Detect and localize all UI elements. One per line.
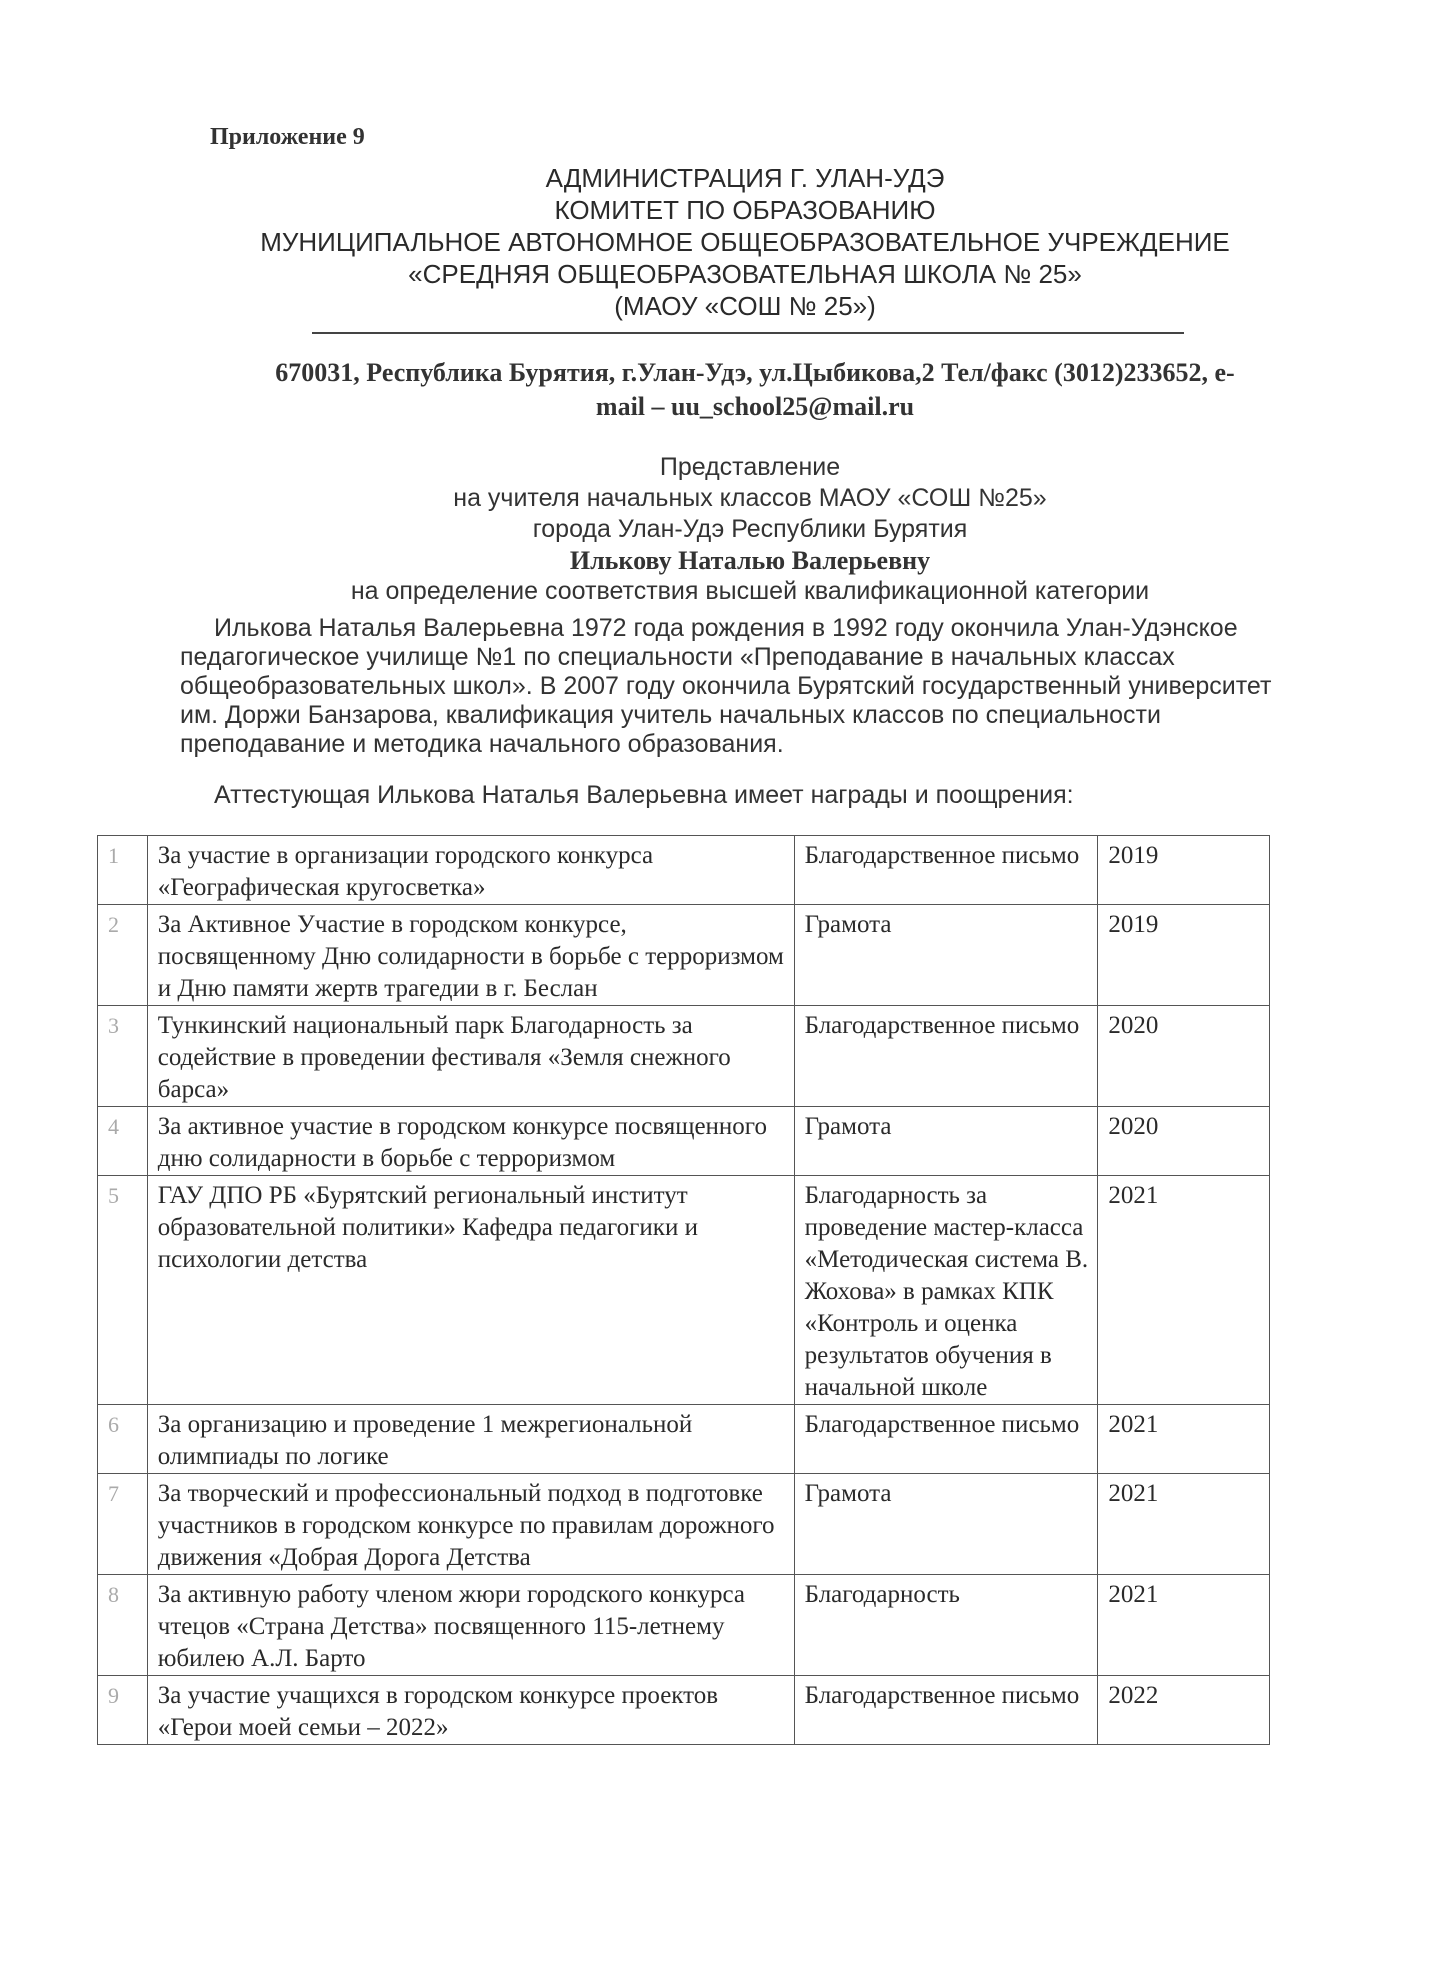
title-line: Представление [659,453,841,481]
award-description: Тункинский национальный парк Благодарность за содействие в проведении фестиваля «Земля снежного барса» [147,1006,794,1107]
awards-table [97,835,1270,1745]
award-year: 2019 [1098,836,1270,905]
award-description: За участие в организации городского конкурса «Географическая кругосветка» [147,836,794,905]
org-line: КОМИТЕТ ПО ОБРАЗОВАНИЮ [554,195,936,225]
school-address [225,356,1285,424]
title-line: на определение соответствия высшей квалификационной категории [350,577,1150,605]
awards-intro: Аттестующая Илькова Наталья Валерьевна имеет награды и поощрения: [214,781,1074,809]
bio-line: общеобразовательных школ». В 2007 году окончила Бурятский государственный университет [180,672,1272,700]
award-row [98,905,1270,1006]
award-description: За Активное Участие в городском конкурсе, посвященному Дню солидарности в борьбе с терроризмом и Дню памяти жертв трагедии в г. Беслан [147,905,794,1006]
award-row [98,1176,1270,1405]
award-description: ГАУ ДПО РБ «Бурятский региональный институт образовательной политики» Кафедра педагогики и психологии детства [147,1176,794,1405]
award-row [98,1474,1270,1575]
bio-line: педагогическое училище №1 по специальности «Преподавание в начальных классах [180,643,1175,671]
award-row [98,1676,1270,1745]
award-description: За участие учащихся в городском конкурсе проектов «Герои моей семьи – 2022» [147,1676,794,1745]
organization-header [0,162,1429,322]
title-line: на учителя начальных классов МАОУ «СОШ №25» [453,484,1047,512]
award-year: 2021 [1098,1575,1270,1676]
award-number: 7 [98,1474,148,1575]
award-type: Благодарность за проведение мастер-класса «Методическая система В. Жохова» в рамках КПК «Контроль и оценка результатов обучения в начальной школе [794,1176,1098,1405]
award-number: 1 [98,836,148,905]
document-title [0,452,1429,607]
awards-table-body [98,836,1270,1745]
award-description: За творческий и профессиональный подход в подготовке участников в городском конкурсе по правилам дорожного движения «Добрая Дорога Детства [147,1474,794,1575]
award-year: 2021 [1098,1405,1270,1474]
award-number: 5 [98,1176,148,1405]
org-line: (МАОУ «СОШ № 25») [614,291,876,321]
award-number: 9 [98,1676,148,1745]
award-description: За организацию и проведение 1 межрегиональной олимпиады по логике [147,1405,794,1474]
award-year: 2019 [1098,905,1270,1006]
award-type: Благодарственное письмо [794,1006,1098,1107]
award-number: 4 [98,1107,148,1176]
award-year: 2020 [1098,1107,1270,1176]
award-number: 2 [98,905,148,1006]
header-divider [312,332,1184,334]
award-type: Благодарственное письмо [794,1405,1098,1474]
award-row [98,1006,1270,1107]
org-line: «СРЕДНЯЯ ОБЩЕОБРАЗОВАТЕЛЬНАЯ ШКОЛА № 25» [408,259,1082,289]
org-line: АДМИНИСТРАЦИЯ Г. УЛАН-УДЭ [545,163,945,193]
award-type: Грамота [794,905,1098,1006]
award-number: 6 [98,1405,148,1474]
award-description: За активную работу членом жюри городского конкурса чтецов «Страна Детства» посвященного 115-летнему юбилею А.Л. Барто [147,1575,794,1676]
award-year: 2021 [1098,1176,1270,1405]
award-year: 2021 [1098,1474,1270,1575]
award-type: Благодарность [794,1575,1098,1676]
award-row [98,836,1270,905]
title-line: города Улан-Удэ Республики Бурятия [532,515,968,543]
bio-line: преподавание и методика начального образования. [180,730,784,758]
award-type: Грамота [794,1107,1098,1176]
award-type: Грамота [794,1474,1098,1575]
award-year: 2020 [1098,1006,1270,1107]
award-number: 8 [98,1575,148,1676]
address-line: mail – uu_school25@mail.ru [595,392,915,421]
appendix-label: Приложение 9 [210,124,365,150]
bio-paragraph [180,614,1295,759]
award-row [98,1107,1270,1176]
award-row [98,1405,1270,1474]
address-line: 670031, Республика Бурятия, г.Улан-Удэ, ул.Цыбикова,2 Тел/факс (3012)233652, e- [275,358,1235,387]
award-type: Благодарственное письмо [794,836,1098,905]
bio-line: им. Доржи Банзарова, квалификация учитель начальных классов по специальности [180,701,1161,729]
org-line: МУНИЦИПАЛЬНОЕ АВТОНОМНОЕ ОБЩЕОБРАЗОВАТЕЛЬНОЕ УЧРЕЖДЕНИЕ [260,227,1230,257]
award-description: За активное участие в городском конкурсе посвященного дню солидарности в борьбе с терроризмом [147,1107,794,1176]
bio-line: Илькова Наталья Валерьевна 1972 года рождения в 1992 году окончила Улан-Удэнское [214,614,1238,642]
award-year: 2022 [1098,1676,1270,1745]
award-row [98,1575,1270,1676]
teacher-name: Илькову Наталью Валерьевну [569,546,931,575]
award-number: 3 [98,1006,148,1107]
award-type: Благодарственное письмо [794,1676,1098,1745]
